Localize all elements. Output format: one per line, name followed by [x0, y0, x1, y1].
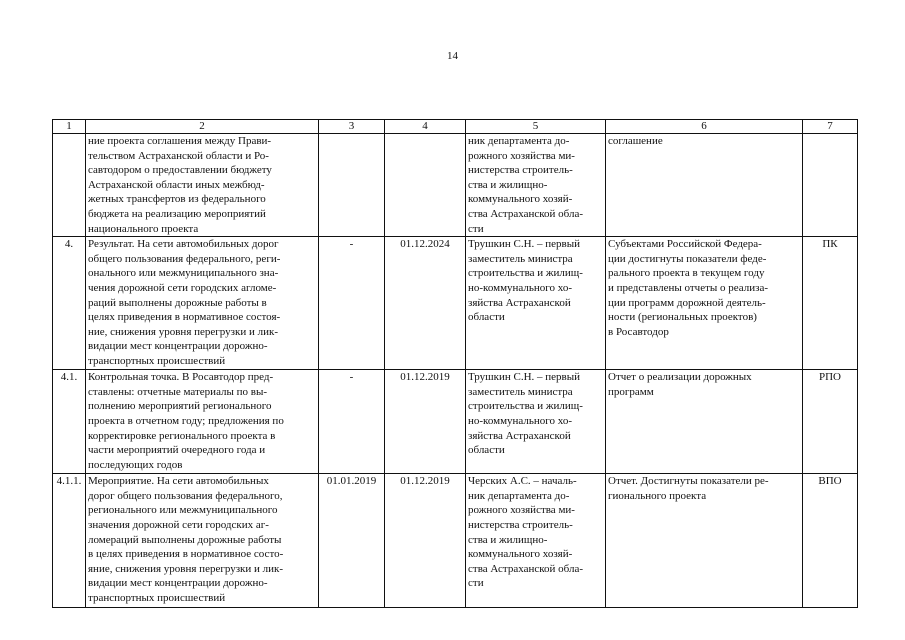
row-description: Мероприятие. На сети автомобильных дорог общего пользования федерального, регионального или межмуниципального значения дорожной сети городских аг- ломераций выполнены дорожные работы в целях приведения в нормативное состо- яние, снижения уровня перегрузки и лик- видации мест концентрации дорожно- транспортных происшествий — [86, 474, 319, 608]
table-row — [53, 134, 858, 237]
row-number: 4.1. — [53, 370, 86, 474]
row-number: 4. — [53, 237, 86, 370]
row-end-date: 01.12.2024 — [385, 237, 466, 370]
row-responsible: Черских А.С. – началь- ник департамента до- рожного хозяйства ми- нистерства строитель- ства и жилищно- коммунального хозяй- ства Астраханской обла- сти — [466, 474, 606, 608]
row-result: Отчет. Достигнуты показатели ре- гионального проекта — [606, 474, 803, 608]
row-number: 4.1.1. — [53, 474, 86, 608]
column-header: 7 — [803, 120, 858, 134]
row-result: соглашение — [606, 134, 803, 237]
row-description: ние проекта соглашения между Прави- тельством Астраханской области и Ро- савтодором о предоставлении бюджету Астраханской области иных межбюд- жетных трансфертов из федерального бюджета на реализацию мероприятий национального проекта — [86, 134, 319, 237]
column-numbers-row — [53, 120, 858, 134]
page-number: 14 — [447, 50, 458, 62]
row-code — [803, 134, 858, 237]
row-end-date — [385, 134, 466, 237]
row-code: ВПО — [803, 474, 858, 608]
column-header: 1 — [53, 120, 86, 134]
row-responsible: Трушкин С.Н. – первый заместитель министра строительства и жилищ- но-коммунального хо- зяйства Астраханской области — [466, 370, 606, 474]
row-code: ПК — [803, 237, 858, 370]
column-header: 2 — [86, 120, 319, 134]
row-end-date: 01.12.2019 — [385, 474, 466, 608]
table-row — [53, 474, 858, 608]
table-row — [53, 237, 858, 370]
column-header: 3 — [319, 120, 385, 134]
row-start-date — [319, 134, 385, 237]
row-number — [53, 134, 86, 237]
row-description: Контрольная точка. В Росавтодор пред- ставлены: отчетные материалы по вы- полнению мероприятий регионального проекта в отчетном году; предложения по корректировке регионального проекта в части мероприятий очередного года и последующих годов — [86, 370, 319, 474]
row-result: Субъектами Российской Федера- ции достигнуты показатели феде- рального проекта в текущем году и представлены отчеты о реализа- ции программ дорожной деятель- ности (региональных проектов) в Росавтодор — [606, 237, 803, 370]
plan-table — [52, 119, 858, 608]
row-start-date: - — [319, 237, 385, 370]
row-code: РПО — [803, 370, 858, 474]
row-description: Результат. На сети автомобильных дорог общего пользования федерального, реги- онального или межмуниципального зна- чения дорожной сети городских агломе- раций выполнены дорожные работы в целях приведения в нормативное состоя- ние, снижения уровня перегрузки и лик- видации мест концентрации дорожно- транспортных происшествий — [86, 237, 319, 370]
column-header: 5 — [466, 120, 606, 134]
row-responsible: ник департамента до- рожного хозяйства ми- нистерства строитель- ства и жилищно- коммунального хозяй- ства Астраханской обла- сти — [466, 134, 606, 237]
column-header: 6 — [606, 120, 803, 134]
row-end-date: 01.12.2019 — [385, 370, 466, 474]
column-header: 4 — [385, 120, 466, 134]
table-row — [53, 370, 858, 474]
row-start-date: 01.01.2019 — [319, 474, 385, 608]
row-start-date: - — [319, 370, 385, 474]
row-responsible: Трушкин С.Н. – первый заместитель министра строительства и жилищ- но-коммунального хо- зяйства Астраханской области — [466, 237, 606, 370]
row-result: Отчет о реализации дорожных программ — [606, 370, 803, 474]
